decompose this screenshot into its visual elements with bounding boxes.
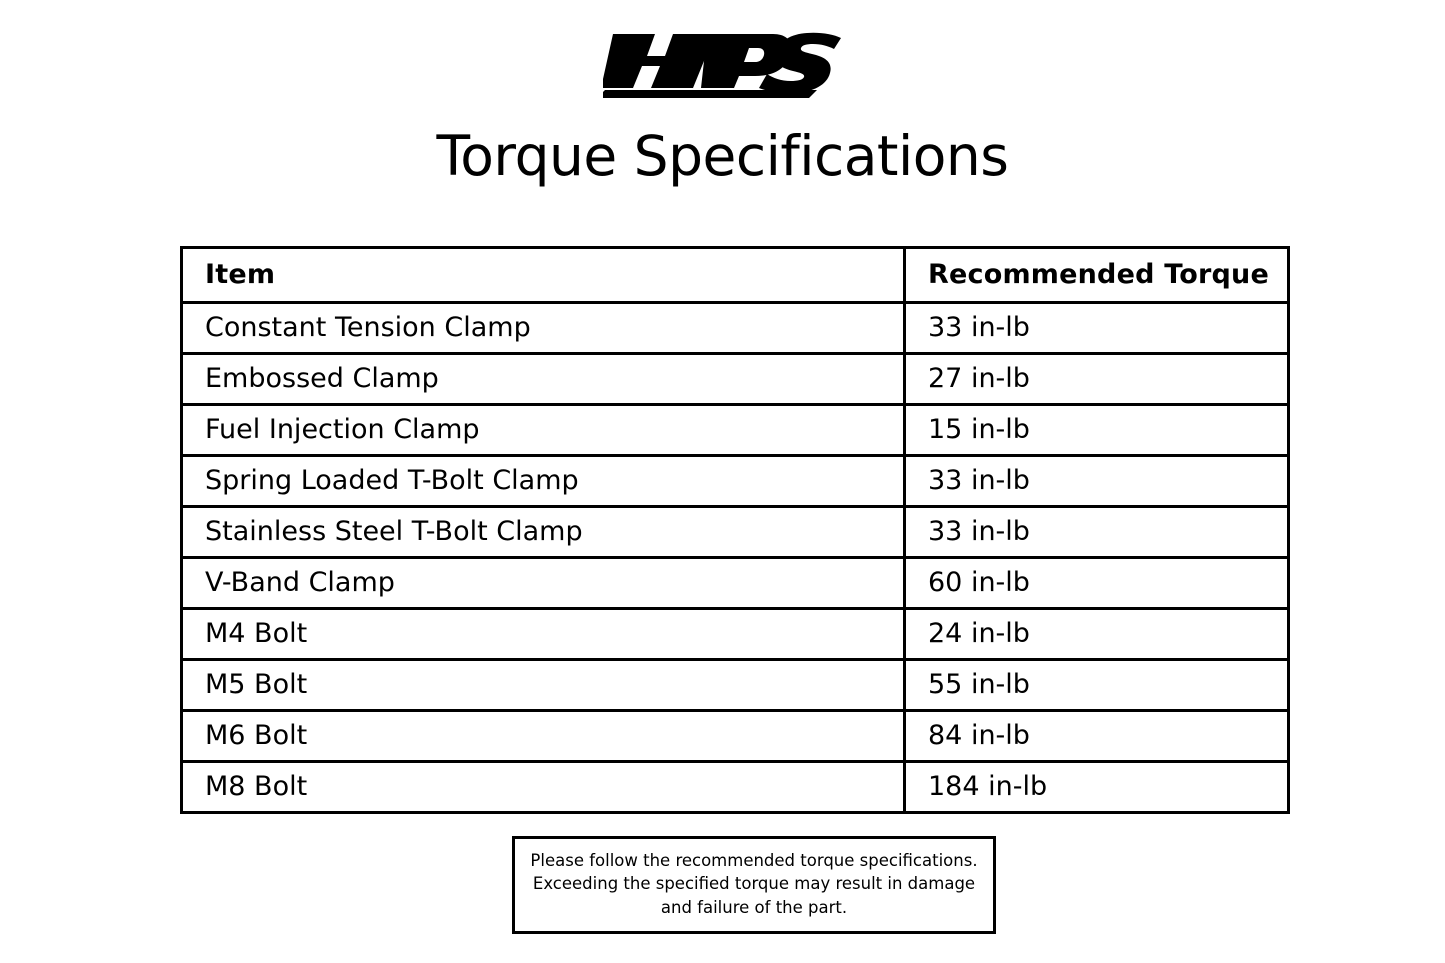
table-header-row <box>182 248 1289 303</box>
cell-torque: 84 in-lb <box>905 711 1289 762</box>
table-row <box>182 303 1289 354</box>
cell-torque: 27 in-lb <box>905 354 1289 405</box>
cell-torque: 24 in-lb <box>905 609 1289 660</box>
cell-item: Embossed Clamp <box>182 354 905 405</box>
cell-item: Stainless Steel T-Bolt Clamp <box>182 507 905 558</box>
table-row <box>182 762 1289 813</box>
cell-torque: 15 in-lb <box>905 405 1289 456</box>
table-row <box>182 660 1289 711</box>
cell-item: Fuel Injection Clamp <box>182 405 905 456</box>
cell-item: V-Band Clamp <box>182 558 905 609</box>
cell-torque: 184 in-lb <box>905 762 1289 813</box>
torque-table <box>180 246 1290 814</box>
column-header-item: Item <box>182 248 905 303</box>
cell-torque: 33 in-lb <box>905 303 1289 354</box>
warning-note-box <box>512 836 996 934</box>
table-row <box>182 711 1289 762</box>
cell-item: M4 Bolt <box>182 609 905 660</box>
note-line-3: and failure of the part. <box>660 897 848 917</box>
hps-logo <box>603 26 843 98</box>
cell-item: M8 Bolt <box>182 762 905 813</box>
cell-item: M6 Bolt <box>182 711 905 762</box>
cell-item: Spring Loaded T-Bolt Clamp <box>182 456 905 507</box>
table-row <box>182 405 1289 456</box>
note-line-1: Please follow the recommended torque specifications. <box>530 851 978 870</box>
cell-item: Constant Tension Clamp <box>182 303 905 354</box>
note-line-2: Exceeding the specified torque may result in damage <box>532 874 976 894</box>
cell-torque: 55 in-lb <box>905 660 1289 711</box>
table-row <box>182 507 1289 558</box>
table-row <box>182 354 1289 405</box>
table-row <box>182 558 1289 609</box>
table-row <box>182 456 1289 507</box>
page-title: Torque Specifications <box>436 124 1009 188</box>
column-header-torque: Recommended Torque <box>905 248 1289 303</box>
cell-torque: 33 in-lb <box>905 507 1289 558</box>
table-row <box>182 609 1289 660</box>
torque-table-container <box>180 246 1287 814</box>
brand-logo-area <box>0 26 1445 106</box>
cell-torque: 33 in-lb <box>905 456 1289 507</box>
cell-torque: 60 in-lb <box>905 558 1289 609</box>
cell-item: M5 Bolt <box>182 660 905 711</box>
